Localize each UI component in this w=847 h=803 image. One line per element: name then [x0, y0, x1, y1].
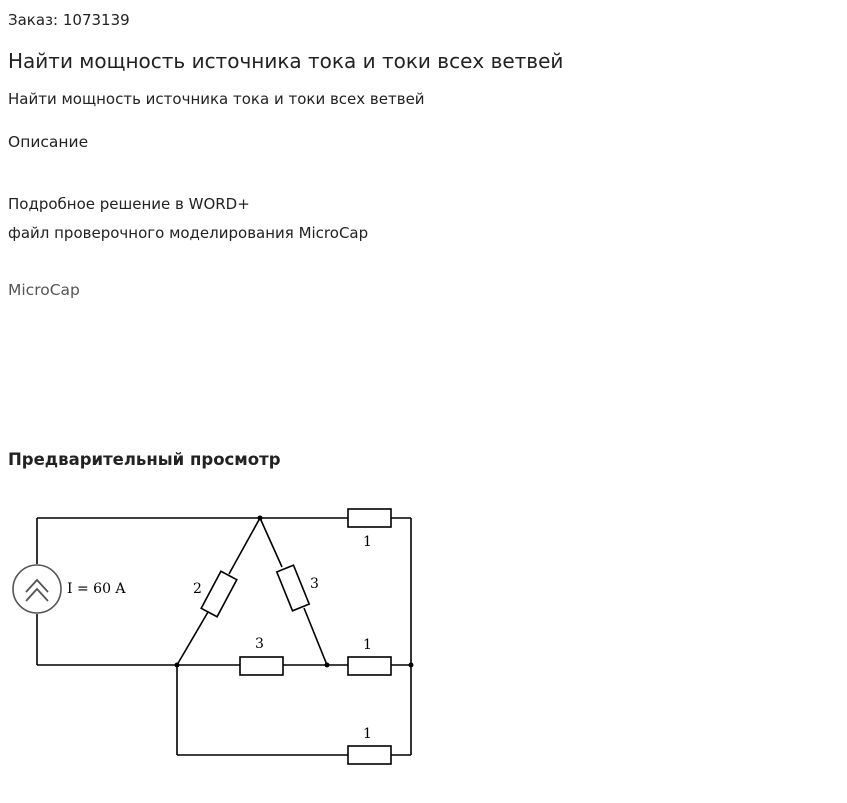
- label-r-left-diagonal: 2: [193, 581, 202, 597]
- wire-left-diag-lower: [177, 612, 208, 665]
- tag-microcap-link[interactable]: MicroCap: [8, 281, 80, 299]
- description-heading: Описание: [8, 133, 89, 151]
- preview-heading: Предварительный просмотр: [8, 450, 281, 469]
- label-r-bottom-right: 1: [363, 726, 372, 742]
- node-right: [409, 663, 414, 668]
- resistor-top-right: [348, 509, 391, 527]
- description-line-1: Подробное решение в WORD+: [8, 195, 250, 213]
- description-line-2: файл проверочного моделирования MicroCap: [8, 224, 369, 242]
- node-left: [175, 663, 180, 668]
- label-r-mid-horizontal: 3: [255, 636, 264, 652]
- resistor-bottom-right: [348, 746, 391, 764]
- wire-right-diag-lower: [304, 608, 327, 665]
- label-r-right-diagonal: 3: [310, 576, 319, 592]
- circuit-preview-image: [0, 490, 440, 780]
- node-top: [258, 516, 263, 521]
- label-r-mid-right: 1: [363, 637, 372, 653]
- page-subtitle: Найти мощность источника тока и токи всех ветвей: [8, 90, 425, 108]
- order-number: Заказ: 1073139: [8, 11, 130, 29]
- node-center: [325, 663, 330, 668]
- page-title: Найти мощность источника тока и токи всех ветвей: [8, 49, 564, 73]
- wire-right-diag-upper: [260, 518, 282, 567]
- resistor-mid-right: [348, 657, 391, 675]
- label-source-current: I = 60 A: [67, 581, 126, 597]
- resistor-mid-horizontal: [240, 657, 283, 675]
- resistor-left-diagonal: [201, 571, 237, 617]
- label-r-top-right: 1: [363, 534, 372, 550]
- wire-left-diag-upper: [229, 518, 260, 574]
- resistor-right-diagonal: [277, 565, 309, 611]
